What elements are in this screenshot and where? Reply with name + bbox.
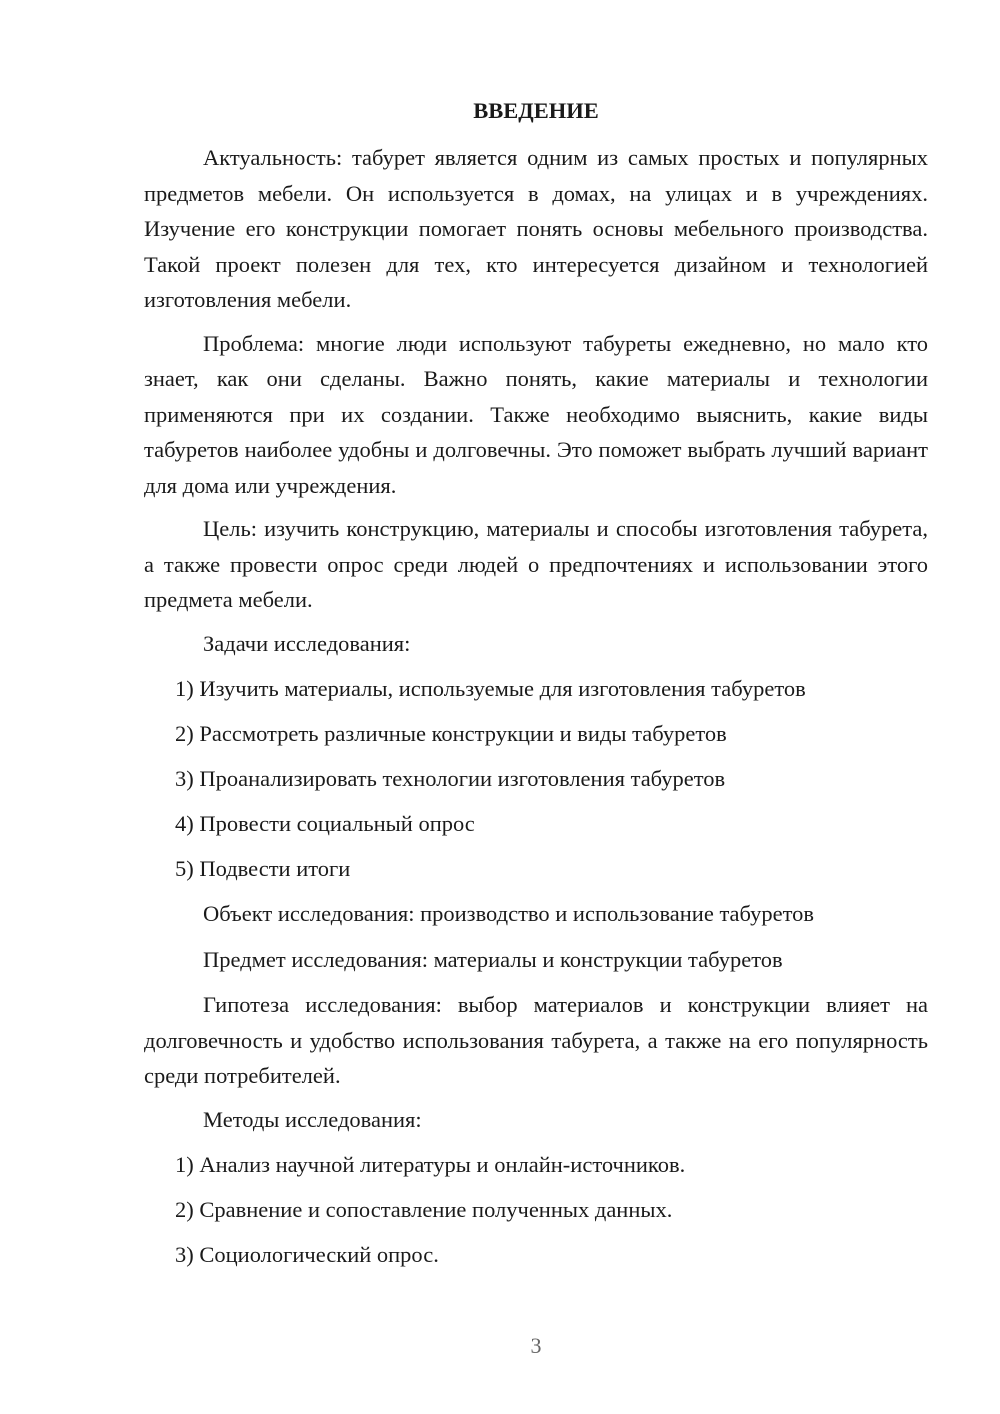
methods-list [144, 1147, 928, 1273]
page-number: 3 [530, 1333, 542, 1358]
task-item: 3) Проанализировать технологии изготовления табуретов [175, 766, 726, 791]
object-paragraph: Объект исследования: производство и использование табуретов [203, 901, 815, 926]
task-item: 1) Изучить материалы, используемые для изготовления табуретов [175, 676, 806, 701]
page-content [144, 95, 928, 1282]
task-item: 4) Провести социальный опрос [175, 811, 475, 836]
methods-heading: Методы исследования: [203, 1106, 422, 1132]
task-item: 5) Подвести итоги [175, 856, 351, 881]
relevance-paragraph: Актуальность: табурет является одним из самых простых и популярных предметов мебели. Он используется в домах, на улицах и в учреждениях. Изучение его конструкции помогает понять основы мебельного производства. Такой проект полезен для тех, кто интересуется дизайном и технологией изготовления мебели. [144, 145, 928, 312]
task-item: 2) Рассмотреть различные конструкции и виды табуретов [175, 721, 727, 746]
goal-paragraph: Цель: изучить конструкцию, материалы и способы изготовления табурета, а также провести опрос среди людей о предпочтениях и использовании этого предмета мебели. [144, 516, 928, 612]
method-item: 2) Сравнение и сопоставление полученных данных. [175, 1197, 673, 1222]
page-title: ВВЕДЕНИЕ [473, 98, 599, 123]
tasks-heading: Задачи исследования: [203, 630, 411, 656]
tasks-list [144, 671, 928, 887]
hypothesis-paragraph: Гипотеза исследования: выбор материалов и конструкции влияет на долговечность и удобство использования табурета, а также на его популярность среди потребителей. [144, 992, 928, 1088]
subject-paragraph: Предмет исследования: материалы и конструкции табуретов [203, 946, 783, 972]
method-item: 3) Социологический опрос. [175, 1242, 439, 1267]
method-item: 1) Анализ научной литературы и онлайн-источников. [175, 1152, 686, 1177]
problem-paragraph: Проблема: многие люди используют табуреты ежедневно, но мало кто знает, как они сделаны. Важно понять, какие материалы и технологии применяются при их создании. Также необходимо выяснить, какие виды табуретов наиболее удобны и долговечны. Это поможет выбрать лучший вариант для дома или учреждения. [144, 330, 928, 498]
